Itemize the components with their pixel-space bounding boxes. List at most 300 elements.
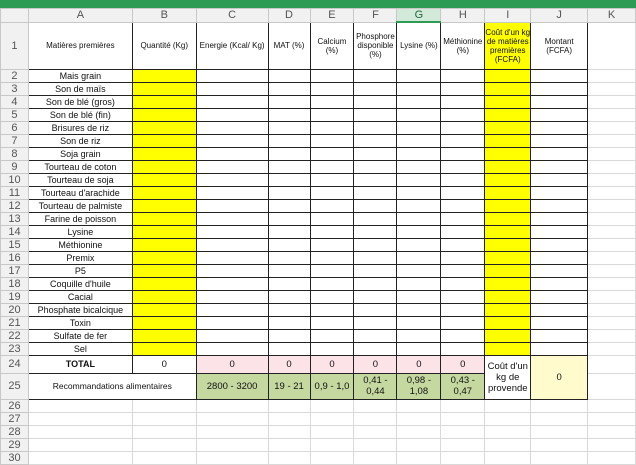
empty-cell[interactable]	[310, 399, 354, 412]
methionine-cell[interactable]	[441, 303, 485, 316]
total-methionine[interactable]: 0	[441, 355, 485, 373]
quantite-input-cell[interactable]	[132, 147, 196, 160]
row-number[interactable]: 14	[1, 225, 29, 238]
empty-cell[interactable]	[588, 373, 636, 399]
quantite-input-cell[interactable]	[132, 121, 196, 134]
montant-cell[interactable]	[531, 199, 588, 212]
quantite-input-cell[interactable]	[132, 199, 196, 212]
empty-cell[interactable]	[268, 399, 310, 412]
calcium-cell[interactable]	[310, 82, 354, 95]
header-montant[interactable]: Montant (FCFA)	[531, 22, 588, 69]
empty-cell[interactable]	[531, 399, 588, 412]
quantite-input-cell[interactable]	[132, 277, 196, 290]
cout-input-cell[interactable]	[485, 95, 531, 108]
empty-cell[interactable]	[397, 438, 441, 451]
empty-cell[interactable]	[588, 186, 636, 199]
montant-cell[interactable]	[531, 225, 588, 238]
row-number[interactable]: 28	[1, 425, 29, 438]
quantite-input-cell[interactable]	[132, 173, 196, 186]
header-matieres-premieres[interactable]: Matières premières	[28, 22, 132, 69]
row-number[interactable]: 4	[1, 95, 29, 108]
energie-cell[interactable]	[196, 82, 268, 95]
material-name[interactable]: P5	[28, 264, 132, 277]
mat-cell[interactable]	[268, 69, 310, 82]
cout-input-cell[interactable]	[485, 277, 531, 290]
row-number[interactable]: 11	[1, 186, 29, 199]
methionine-cell[interactable]	[441, 225, 485, 238]
empty-cell[interactable]	[588, 160, 636, 173]
mat-cell[interactable]	[268, 186, 310, 199]
mat-cell[interactable]	[268, 199, 310, 212]
phosphore-cell[interactable]	[354, 186, 397, 199]
material-name[interactable]: Premix	[28, 251, 132, 264]
quantite-input-cell[interactable]	[132, 290, 196, 303]
lysine-cell[interactable]	[397, 173, 441, 186]
material-name[interactable]: Cacial	[28, 290, 132, 303]
empty-cell[interactable]	[588, 173, 636, 186]
empty-cell[interactable]	[441, 438, 485, 451]
empty-cell[interactable]	[588, 399, 636, 412]
cout-input-cell[interactable]	[485, 69, 531, 82]
row-number[interactable]: 2	[1, 69, 29, 82]
quantite-input-cell[interactable]	[132, 186, 196, 199]
cout-input-cell[interactable]	[485, 303, 531, 316]
empty-cell[interactable]	[588, 264, 636, 277]
empty-cell[interactable]	[28, 425, 132, 438]
row-number[interactable]: 20	[1, 303, 29, 316]
calcium-cell[interactable]	[310, 173, 354, 186]
calcium-cell[interactable]	[310, 212, 354, 225]
empty-cell[interactable]	[485, 412, 531, 425]
methionine-cell[interactable]	[441, 108, 485, 121]
lysine-cell[interactable]	[397, 342, 441, 355]
montant-cell[interactable]	[531, 329, 588, 342]
empty-cell[interactable]	[485, 399, 531, 412]
row-number[interactable]: 6	[1, 121, 29, 134]
methionine-cell[interactable]	[441, 329, 485, 342]
montant-cell[interactable]	[531, 264, 588, 277]
empty-cell[interactable]	[588, 238, 636, 251]
cout-input-cell[interactable]	[485, 225, 531, 238]
quantite-input-cell[interactable]	[132, 329, 196, 342]
material-name[interactable]: Soja grain	[28, 147, 132, 160]
column-header-j[interactable]: J	[531, 9, 588, 23]
empty-cell[interactable]	[310, 438, 354, 451]
methionine-cell[interactable]	[441, 316, 485, 329]
mat-cell[interactable]	[268, 121, 310, 134]
mat-cell[interactable]	[268, 316, 310, 329]
row-number[interactable]: 19	[1, 290, 29, 303]
empty-cell[interactable]	[441, 412, 485, 425]
calcium-cell[interactable]	[310, 108, 354, 121]
calcium-cell[interactable]	[310, 121, 354, 134]
empty-cell[interactable]	[268, 451, 310, 464]
lysine-cell[interactable]	[397, 160, 441, 173]
calcium-cell[interactable]	[310, 264, 354, 277]
material-name[interactable]: Tourteau de coton	[28, 160, 132, 173]
empty-cell[interactable]	[588, 82, 636, 95]
column-header-g[interactable]: G	[397, 9, 441, 23]
lysine-cell[interactable]	[397, 212, 441, 225]
row-number[interactable]: 8	[1, 147, 29, 160]
methionine-cell[interactable]	[441, 134, 485, 147]
empty-cell[interactable]	[588, 225, 636, 238]
energie-cell[interactable]	[196, 290, 268, 303]
calcium-cell[interactable]	[310, 251, 354, 264]
calcium-cell[interactable]	[310, 160, 354, 173]
energie-cell[interactable]	[196, 199, 268, 212]
montant-cell[interactable]	[531, 108, 588, 121]
cout-input-cell[interactable]	[485, 238, 531, 251]
methionine-cell[interactable]	[441, 160, 485, 173]
row-number[interactable]: 24	[1, 355, 29, 373]
energie-cell[interactable]	[196, 69, 268, 82]
column-header-k[interactable]: K	[588, 9, 636, 23]
phosphore-cell[interactable]	[354, 277, 397, 290]
lysine-cell[interactable]	[397, 134, 441, 147]
empty-cell[interactable]	[397, 425, 441, 438]
cout-input-cell[interactable]	[485, 134, 531, 147]
energie-cell[interactable]	[196, 342, 268, 355]
quantite-input-cell[interactable]	[132, 251, 196, 264]
energie-cell[interactable]	[196, 173, 268, 186]
lysine-cell[interactable]	[397, 186, 441, 199]
mat-cell[interactable]	[268, 82, 310, 95]
empty-cell[interactable]	[132, 438, 196, 451]
material-name[interactable]: Phosphate bicalcique	[28, 303, 132, 316]
quantite-input-cell[interactable]	[132, 160, 196, 173]
energie-cell[interactable]	[196, 160, 268, 173]
energie-cell[interactable]	[196, 251, 268, 264]
empty-cell[interactable]	[588, 438, 636, 451]
empty-cell[interactable]	[132, 425, 196, 438]
reco-mat[interactable]: 19 - 21	[268, 373, 310, 399]
empty-cell[interactable]	[588, 316, 636, 329]
calcium-cell[interactable]	[310, 199, 354, 212]
cout-input-cell[interactable]	[485, 186, 531, 199]
energie-cell[interactable]	[196, 121, 268, 134]
empty-cell[interactable]	[28, 451, 132, 464]
empty-cell[interactable]	[531, 425, 588, 438]
empty-cell[interactable]	[588, 121, 636, 134]
total-mat[interactable]: 0	[268, 355, 310, 373]
empty-cell[interactable]	[485, 438, 531, 451]
total-calcium[interactable]: 0	[310, 355, 354, 373]
calcium-cell[interactable]	[310, 186, 354, 199]
row-number[interactable]: 5	[1, 108, 29, 121]
material-name[interactable]: Sel	[28, 342, 132, 355]
material-name[interactable]: Son de riz	[28, 134, 132, 147]
montant-cell[interactable]	[531, 251, 588, 264]
phosphore-cell[interactable]	[354, 69, 397, 82]
lysine-cell[interactable]	[397, 277, 441, 290]
empty-cell[interactable]	[28, 399, 132, 412]
methionine-cell[interactable]	[441, 69, 485, 82]
empty-cell[interactable]	[397, 412, 441, 425]
row-number[interactable]: 26	[1, 399, 29, 412]
cout-input-cell[interactable]	[485, 264, 531, 277]
empty-cell[interactable]	[310, 425, 354, 438]
empty-cell[interactable]	[588, 147, 636, 160]
quantite-input-cell[interactable]	[132, 95, 196, 108]
lysine-cell[interactable]	[397, 147, 441, 160]
mat-cell[interactable]	[268, 160, 310, 173]
calcium-cell[interactable]	[310, 147, 354, 160]
empty-cell[interactable]	[132, 399, 196, 412]
cout-input-cell[interactable]	[485, 173, 531, 186]
mat-cell[interactable]	[268, 329, 310, 342]
mat-cell[interactable]	[268, 108, 310, 121]
cout-input-cell[interactable]	[485, 82, 531, 95]
cout-input-cell[interactable]	[485, 199, 531, 212]
total-phosphore[interactable]: 0	[354, 355, 397, 373]
lysine-cell[interactable]	[397, 238, 441, 251]
material-name[interactable]: Son de blé (gros)	[28, 95, 132, 108]
methionine-cell[interactable]	[441, 173, 485, 186]
material-name[interactable]: Son de blé (fin)	[28, 108, 132, 121]
methionine-cell[interactable]	[441, 186, 485, 199]
lysine-cell[interactable]	[397, 225, 441, 238]
cout-input-cell[interactable]	[485, 316, 531, 329]
row-number[interactable]: 15	[1, 238, 29, 251]
phosphore-cell[interactable]	[354, 134, 397, 147]
cout-input-cell[interactable]	[485, 160, 531, 173]
lysine-cell[interactable]	[397, 290, 441, 303]
montant-cell[interactable]	[531, 342, 588, 355]
empty-cell[interactable]	[588, 69, 636, 82]
reco-calcium[interactable]: 0,9 - 1,0	[310, 373, 354, 399]
phosphore-cell[interactable]	[354, 225, 397, 238]
energie-cell[interactable]	[196, 329, 268, 342]
row-number[interactable]: 7	[1, 134, 29, 147]
montant-cell[interactable]	[531, 212, 588, 225]
empty-cell[interactable]	[268, 412, 310, 425]
empty-cell[interactable]	[354, 438, 397, 451]
mat-cell[interactable]	[268, 134, 310, 147]
cout-input-cell[interactable]	[485, 108, 531, 121]
empty-cell[interactable]	[588, 134, 636, 147]
phosphore-cell[interactable]	[354, 173, 397, 186]
recommandations-label[interactable]: Recommandations alimentaires	[28, 373, 196, 399]
calcium-cell[interactable]	[310, 95, 354, 108]
mat-cell[interactable]	[268, 147, 310, 160]
energie-cell[interactable]	[196, 95, 268, 108]
material-name[interactable]: Son de maïs	[28, 82, 132, 95]
methionine-cell[interactable]	[441, 82, 485, 95]
empty-cell[interactable]	[588, 108, 636, 121]
empty-cell[interactable]	[441, 451, 485, 464]
quantite-input-cell[interactable]	[132, 264, 196, 277]
column-header-a[interactable]: A	[28, 9, 132, 23]
calcium-cell[interactable]	[310, 225, 354, 238]
lysine-cell[interactable]	[397, 251, 441, 264]
empty-cell[interactable]	[354, 412, 397, 425]
empty-cell[interactable]	[28, 438, 132, 451]
row-number[interactable]: 13	[1, 212, 29, 225]
phosphore-cell[interactable]	[354, 329, 397, 342]
empty-cell[interactable]	[441, 425, 485, 438]
column-header-b[interactable]: B	[132, 9, 196, 23]
montant-cell[interactable]	[531, 303, 588, 316]
material-name[interactable]: Coquille d'huile	[28, 277, 132, 290]
methionine-cell[interactable]	[441, 199, 485, 212]
row-number[interactable]: 29	[1, 438, 29, 451]
empty-cell[interactable]	[196, 412, 268, 425]
cout-input-cell[interactable]	[485, 121, 531, 134]
empty-cell[interactable]	[588, 277, 636, 290]
empty-cell[interactable]	[588, 342, 636, 355]
phosphore-cell[interactable]	[354, 199, 397, 212]
row-number[interactable]: 18	[1, 277, 29, 290]
montant-cell[interactable]	[531, 186, 588, 199]
quantite-input-cell[interactable]	[132, 342, 196, 355]
lysine-cell[interactable]	[397, 264, 441, 277]
montant-cell[interactable]	[531, 290, 588, 303]
header-mat[interactable]: MAT (%)	[268, 22, 310, 69]
header-lysine[interactable]: Lysine (%)	[397, 22, 441, 69]
header-cout-matieres[interactable]: Coût d'un kg de matières premières (FCFA)	[485, 22, 531, 69]
mat-cell[interactable]	[268, 238, 310, 251]
mat-cell[interactable]	[268, 225, 310, 238]
empty-cell[interactable]	[588, 303, 636, 316]
total-lysine[interactable]: 0	[397, 355, 441, 373]
material-name[interactable]: Sulfate de fer	[28, 329, 132, 342]
column-header-i[interactable]: I	[485, 9, 531, 23]
phosphore-cell[interactable]	[354, 212, 397, 225]
row-number[interactable]: 3	[1, 82, 29, 95]
empty-cell[interactable]	[588, 451, 636, 464]
lysine-cell[interactable]	[397, 316, 441, 329]
empty-cell[interactable]	[132, 451, 196, 464]
lysine-cell[interactable]	[397, 303, 441, 316]
mat-cell[interactable]	[268, 251, 310, 264]
montant-cell[interactable]	[531, 316, 588, 329]
row-number[interactable]: 10	[1, 173, 29, 186]
phosphore-cell[interactable]	[354, 160, 397, 173]
cout-input-cell[interactable]	[485, 290, 531, 303]
column-header-c[interactable]: C	[196, 9, 268, 23]
column-header-h[interactable]: H	[441, 9, 485, 23]
phosphore-cell[interactable]	[354, 147, 397, 160]
energie-cell[interactable]	[196, 212, 268, 225]
calcium-cell[interactable]	[310, 303, 354, 316]
row-number[interactable]: 9	[1, 160, 29, 173]
cout-provende-label[interactable]: Coût d'un kg de provende	[485, 355, 531, 399]
calcium-cell[interactable]	[310, 69, 354, 82]
quantite-input-cell[interactable]	[132, 69, 196, 82]
montant-cell[interactable]	[531, 95, 588, 108]
montant-cell[interactable]	[531, 277, 588, 290]
row-number[interactable]: 23	[1, 342, 29, 355]
empty-cell[interactable]	[441, 399, 485, 412]
empty-cell[interactable]	[588, 355, 636, 373]
total-energie[interactable]: 0	[196, 355, 268, 373]
energie-cell[interactable]	[196, 147, 268, 160]
mat-cell[interactable]	[268, 290, 310, 303]
quantite-input-cell[interactable]	[132, 225, 196, 238]
header-phosphore[interactable]: Phosphore disponible (%)	[354, 22, 397, 69]
mat-cell[interactable]	[268, 95, 310, 108]
cout-input-cell[interactable]	[485, 147, 531, 160]
lysine-cell[interactable]	[397, 329, 441, 342]
empty-cell[interactable]	[588, 212, 636, 225]
quantite-input-cell[interactable]	[132, 303, 196, 316]
phosphore-cell[interactable]	[354, 303, 397, 316]
material-name[interactable]: Mais grain	[28, 69, 132, 82]
energie-cell[interactable]	[196, 225, 268, 238]
quantite-input-cell[interactable]	[132, 82, 196, 95]
methionine-cell[interactable]	[441, 251, 485, 264]
empty-cell[interactable]	[588, 199, 636, 212]
empty-cell[interactable]	[588, 412, 636, 425]
empty-cell[interactable]	[354, 451, 397, 464]
montant-cell[interactable]	[531, 160, 588, 173]
lysine-cell[interactable]	[397, 108, 441, 121]
montant-cell[interactable]	[531, 173, 588, 186]
material-name[interactable]: Tourteau de palmiste	[28, 199, 132, 212]
row-number[interactable]: 22	[1, 329, 29, 342]
lysine-cell[interactable]	[397, 82, 441, 95]
lysine-cell[interactable]	[397, 95, 441, 108]
methionine-cell[interactable]	[441, 264, 485, 277]
empty-cell[interactable]	[268, 438, 310, 451]
phosphore-cell[interactable]	[354, 316, 397, 329]
montant-cell[interactable]	[531, 134, 588, 147]
montant-cell[interactable]	[531, 238, 588, 251]
material-name[interactable]: Farine de poisson	[28, 212, 132, 225]
energie-cell[interactable]	[196, 238, 268, 251]
total-label[interactable]: TOTAL	[28, 355, 132, 373]
cout-input-cell[interactable]	[485, 212, 531, 225]
methionine-cell[interactable]	[441, 290, 485, 303]
reco-lysine[interactable]: 0,98 - 1,08	[397, 373, 441, 399]
empty-cell[interactable]	[354, 399, 397, 412]
calcium-cell[interactable]	[310, 342, 354, 355]
calcium-cell[interactable]	[310, 316, 354, 329]
mat-cell[interactable]	[268, 212, 310, 225]
row-number[interactable]: 30	[1, 451, 29, 464]
material-name[interactable]: Toxin	[28, 316, 132, 329]
empty-cell[interactable]	[268, 425, 310, 438]
energie-cell[interactable]	[196, 277, 268, 290]
energie-cell[interactable]	[196, 264, 268, 277]
cout-input-cell[interactable]	[485, 329, 531, 342]
select-all-corner[interactable]	[1, 9, 29, 23]
energie-cell[interactable]	[196, 134, 268, 147]
lysine-cell[interactable]	[397, 199, 441, 212]
empty-cell[interactable]	[588, 425, 636, 438]
empty-cell[interactable]	[28, 412, 132, 425]
empty-cell[interactable]	[196, 451, 268, 464]
column-header-d[interactable]: D	[268, 9, 310, 23]
mat-cell[interactable]	[268, 342, 310, 355]
montant-cell[interactable]	[531, 82, 588, 95]
empty-cell[interactable]	[132, 412, 196, 425]
quantite-input-cell[interactable]	[132, 316, 196, 329]
phosphore-cell[interactable]	[354, 264, 397, 277]
row-number[interactable]: 27	[1, 412, 29, 425]
phosphore-cell[interactable]	[354, 238, 397, 251]
empty-cell[interactable]	[310, 451, 354, 464]
phosphore-cell[interactable]	[354, 95, 397, 108]
row-number[interactable]: 25	[1, 373, 29, 399]
mat-cell[interactable]	[268, 277, 310, 290]
energie-cell[interactable]	[196, 316, 268, 329]
energie-cell[interactable]	[196, 108, 268, 121]
methionine-cell[interactable]	[441, 212, 485, 225]
reco-methionine[interactable]: 0,43 - 0,47	[441, 373, 485, 399]
header-methionine[interactable]: Méthionine (%)	[441, 22, 485, 69]
